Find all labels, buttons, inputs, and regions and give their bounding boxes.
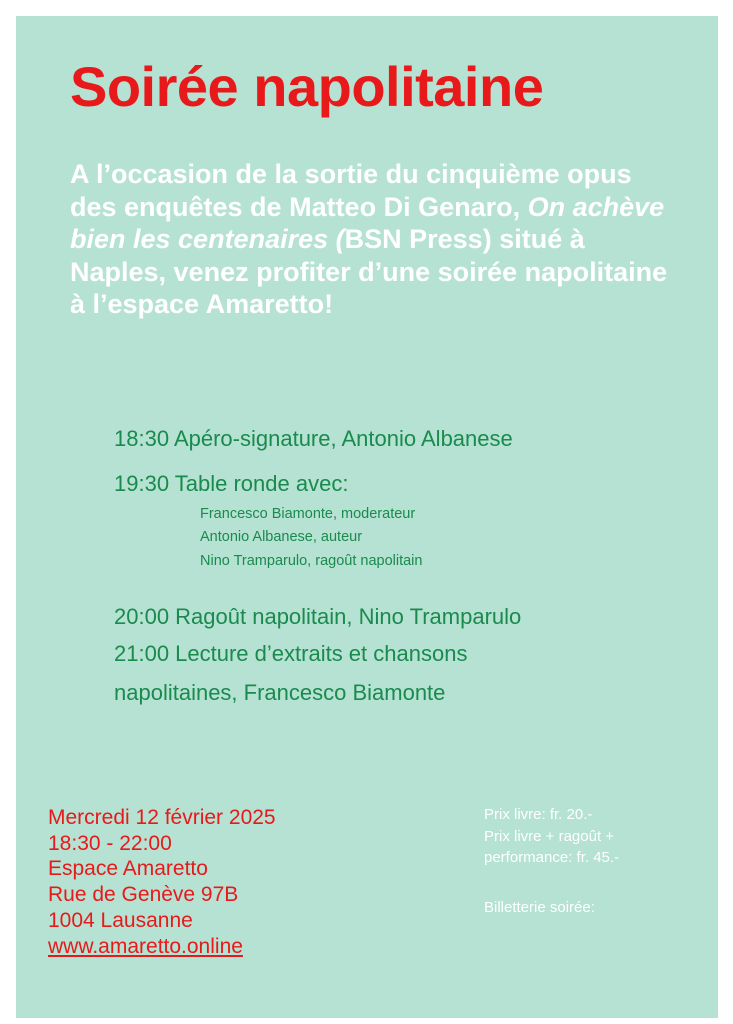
- price-list: [484, 804, 619, 869]
- panelist-moderator: Francesco Biamonte, moderateur: [200, 506, 416, 522]
- poster-title: Soirée napolitaine: [70, 55, 544, 118]
- intro-text-start: A l’occasion de la sortie du cinquième opus des enquêtes de Matteo Di Genaro,: [70, 159, 632, 222]
- schedule-item-aperitif: 18:30 Apéro-signature, Antonio Albanese: [114, 426, 513, 451]
- intro-text-end: BSN Press) situé à Naples, venez profiter d’une soirée napolitaine à l’espace Amaretto!: [70, 224, 668, 319]
- price-book: Prix livre: fr. 20.-: [484, 806, 593, 823]
- schedule-item-reading: 21:00 Lecture d’extraits et chansons: [114, 641, 468, 666]
- book-title: On achève bien les centenaires (: [70, 191, 665, 254]
- ticketing-label: Billetterie soirée:: [484, 899, 595, 916]
- event-time: 18:30 - 22:00: [48, 831, 172, 855]
- venue-city: 1004 Lausanne: [48, 908, 193, 932]
- schedule-item-round-table: 19:30 Table ronde avec:: [114, 471, 349, 496]
- schedule-item-ragout: 20:00 Ragoût napolitain, Nino Tramparulo: [114, 604, 522, 629]
- price-combo-line1: Prix livre + ragoût +: [484, 827, 615, 845]
- price-combo-line2: performance: fr. 45.-: [484, 849, 620, 866]
- schedule-item-reading-continued: napolitaines, Francesco Biamonte: [114, 680, 446, 705]
- panelist-chef: Nino Tramparulo, ragoût napolitain: [200, 553, 423, 569]
- panelist-author: Antonio Albanese, auteur: [200, 529, 363, 545]
- intro-paragraph: [70, 158, 670, 321]
- event-poster: [16, 16, 718, 1018]
- event-date: Mercredi 12 février 2025: [48, 806, 276, 829]
- venue-name: Espace Amaretto: [48, 857, 208, 881]
- venue-street: Rue de Genève 97B: [48, 883, 239, 907]
- website-link[interactable]: www.amaretto.online: [48, 934, 243, 958]
- event-info: [48, 805, 276, 959]
